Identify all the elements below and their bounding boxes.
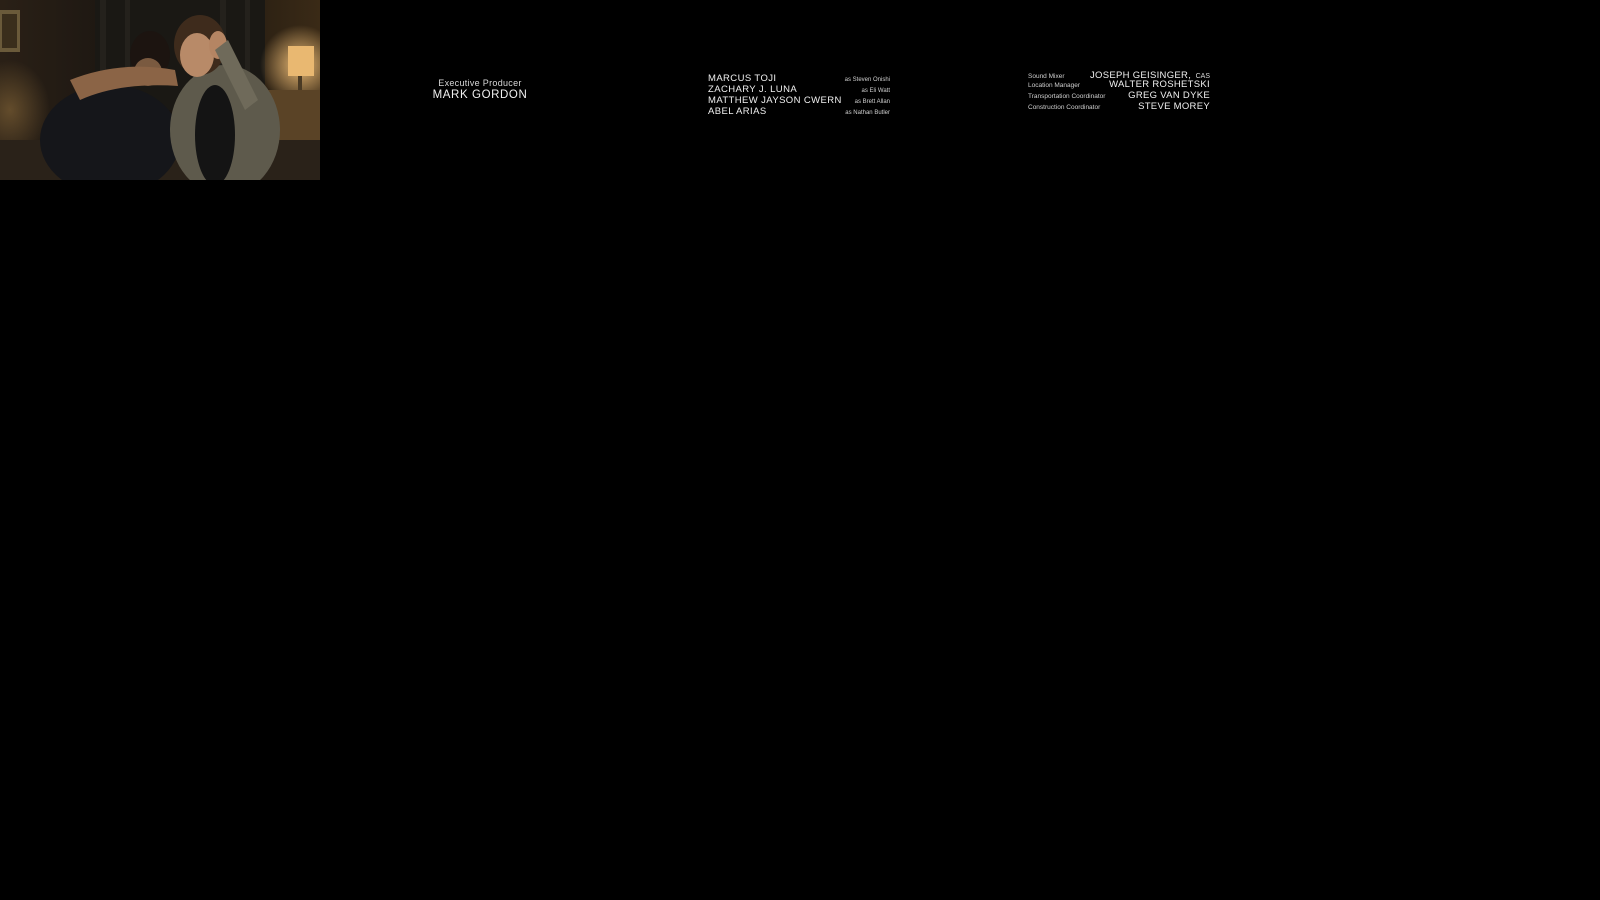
cast-credits [708, 73, 890, 117]
credit-role: Executive Producer [438, 78, 522, 88]
cast-row [708, 95, 890, 106]
crew-name: STEVE MOREY [1138, 101, 1210, 112]
crew-credits [1028, 68, 1210, 112]
actor-name: MATTHEW JAYSON CWERN [708, 95, 842, 106]
crew-row [1028, 68, 1210, 79]
executive-producer-credit [420, 78, 540, 102]
actor-name: MARCUS TOJI [708, 73, 777, 84]
character-name: as Nathan Butler [845, 110, 890, 116]
crew-row [1028, 79, 1210, 90]
actor-name: ABEL ARIAS [708, 106, 767, 117]
crew-role: Sound Mixer [1028, 73, 1065, 80]
crew-name: JOSEPH GEISINGER, [1089, 70, 1192, 81]
crew-suffix: CAS [1195, 73, 1210, 80]
crew-row [1028, 90, 1210, 101]
crew-name: WALTER ROSHETSKI [1109, 79, 1210, 90]
cast-row [708, 73, 890, 84]
character-name: as Steven Onishi [844, 77, 890, 83]
character-name: as Eli Watt [861, 88, 890, 94]
credit-name: MARK GORDON [432, 89, 528, 101]
crew-role: Construction Coordinator [1028, 104, 1101, 111]
crew-row [1028, 101, 1210, 112]
crew-role: Transportation Coordinator [1028, 93, 1106, 100]
video-thumbnail[interactable] [0, 0, 320, 180]
cast-row [708, 106, 890, 117]
scene-image [0, 0, 320, 180]
character-name: as Brett Allan [854, 99, 890, 105]
actor-name: ZACHARY J. LUNA [708, 84, 798, 95]
crew-role: Location Manager [1028, 82, 1081, 89]
cast-row [708, 84, 890, 95]
crew-name: GREG VAN DYKE [1128, 90, 1210, 101]
